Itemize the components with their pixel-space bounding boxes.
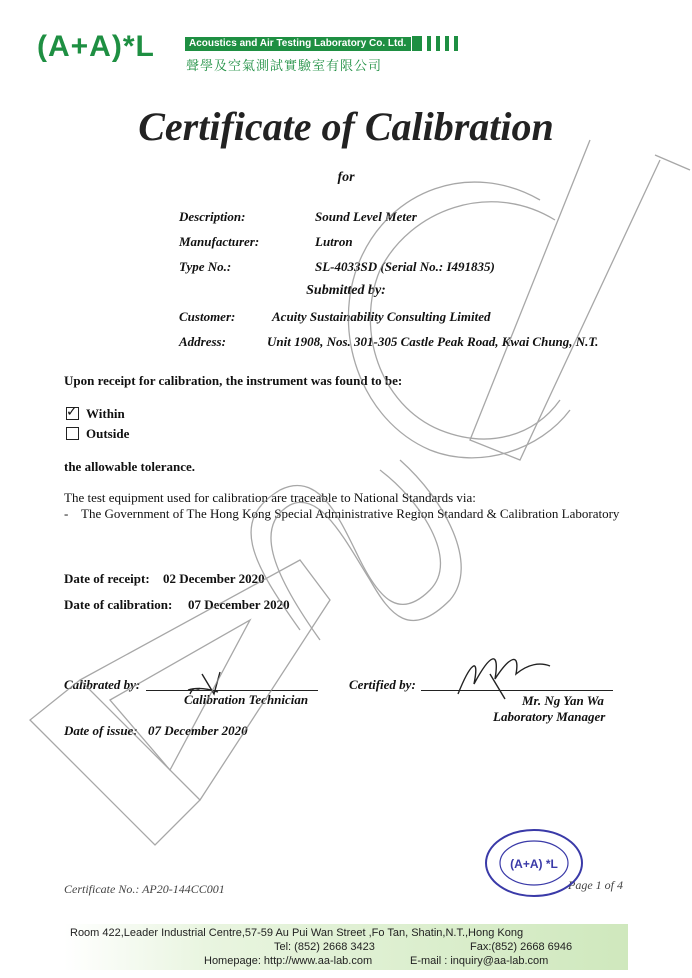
date-of-issue-label: Date of issue: xyxy=(64,723,138,738)
traceability-item-text: The Government of The Hong Kong Special Administrative Region Standard & Calibration Laboratory xyxy=(81,506,620,521)
tolerance-text: the allowable tolerance. xyxy=(64,459,196,474)
company-name-en: Acoustics and Air Testing Laboratory Co. Ltd. xyxy=(185,37,411,51)
date-of-calibration-value: 07 December 2020 xyxy=(188,597,290,612)
outside-label: Outside xyxy=(86,426,130,441)
footer-email: E-mail : inquiry@aa-lab.com xyxy=(410,955,549,967)
footer-fax: Fax:(852) 2668 6946 xyxy=(470,941,573,953)
date-of-receipt-label: Date of receipt: xyxy=(64,571,150,586)
calibrated-role: Calibration Technician xyxy=(184,692,309,707)
company-logo: (A+A)*L xyxy=(37,30,155,63)
svg-text:(A+A) *L: (A+A) *L xyxy=(510,857,558,871)
receipt-statement: Upon receipt for calibration, the instrument was found to be: xyxy=(64,373,403,388)
type-value: SL-4033SD (Serial No.: I491835) xyxy=(315,259,495,274)
footer-homepage: Homepage: http://www.aa-lab.com xyxy=(204,955,373,967)
description-label: Description: xyxy=(179,209,246,224)
customer-label: Customer: xyxy=(179,309,236,324)
traceability-dash: - xyxy=(64,506,69,521)
date-of-issue-value: 07 December 2020 xyxy=(148,723,248,738)
certified-role: Laboratory Manager xyxy=(493,709,606,724)
type-label: Type No.: xyxy=(179,259,232,274)
within-label: Within xyxy=(86,406,125,421)
description-value: Sound Level Meter xyxy=(315,209,417,224)
certificate-number: Certificate No.: AP20-144CC001 xyxy=(64,882,225,896)
submitted-by-heading: Submitted by: xyxy=(306,283,386,298)
date-of-receipt-value: 02 December 2020 xyxy=(163,571,265,586)
footer-contact-band xyxy=(64,924,628,970)
customer-value: Acuity Sustainability Consulting Limited xyxy=(272,309,491,324)
page-number: Page 1 of 4 xyxy=(568,878,623,892)
certificate-title: Certificate of Calibration xyxy=(138,104,554,149)
manufacturer-label: Manufacturer: xyxy=(179,234,260,249)
check-mark-icon: ✓ xyxy=(66,404,78,420)
date-of-calibration-label: Date of calibration: xyxy=(64,597,173,612)
address-label: Address: xyxy=(179,334,226,349)
manufacturer-value: Lutron xyxy=(315,234,353,249)
company-name-cn: 聲學及空氣測試實驗室有限公司 xyxy=(186,59,383,74)
calibrated-by-label: Calibrated by: xyxy=(64,677,141,692)
for-label: for xyxy=(337,170,355,185)
address-value: Unit 1908, Nos. 301-305 Castle Peak Road, Kwai Chung, N.T. xyxy=(267,334,599,349)
certified-name: Mr. Ng Yan Wa xyxy=(522,693,604,708)
footer-tel: Tel: (852) 2668 3423 xyxy=(274,941,375,953)
traceability-intro: The test equipment used for calibration are traceable to National Standards via: xyxy=(64,490,476,505)
certified-by-label: Certified by: xyxy=(349,677,416,692)
footer-address: Room 422,Leader Industrial Centre,57-59 Au Pui Wan Street ,Fo Tan, Shatin,N.T.,Hong Kong xyxy=(70,927,524,939)
